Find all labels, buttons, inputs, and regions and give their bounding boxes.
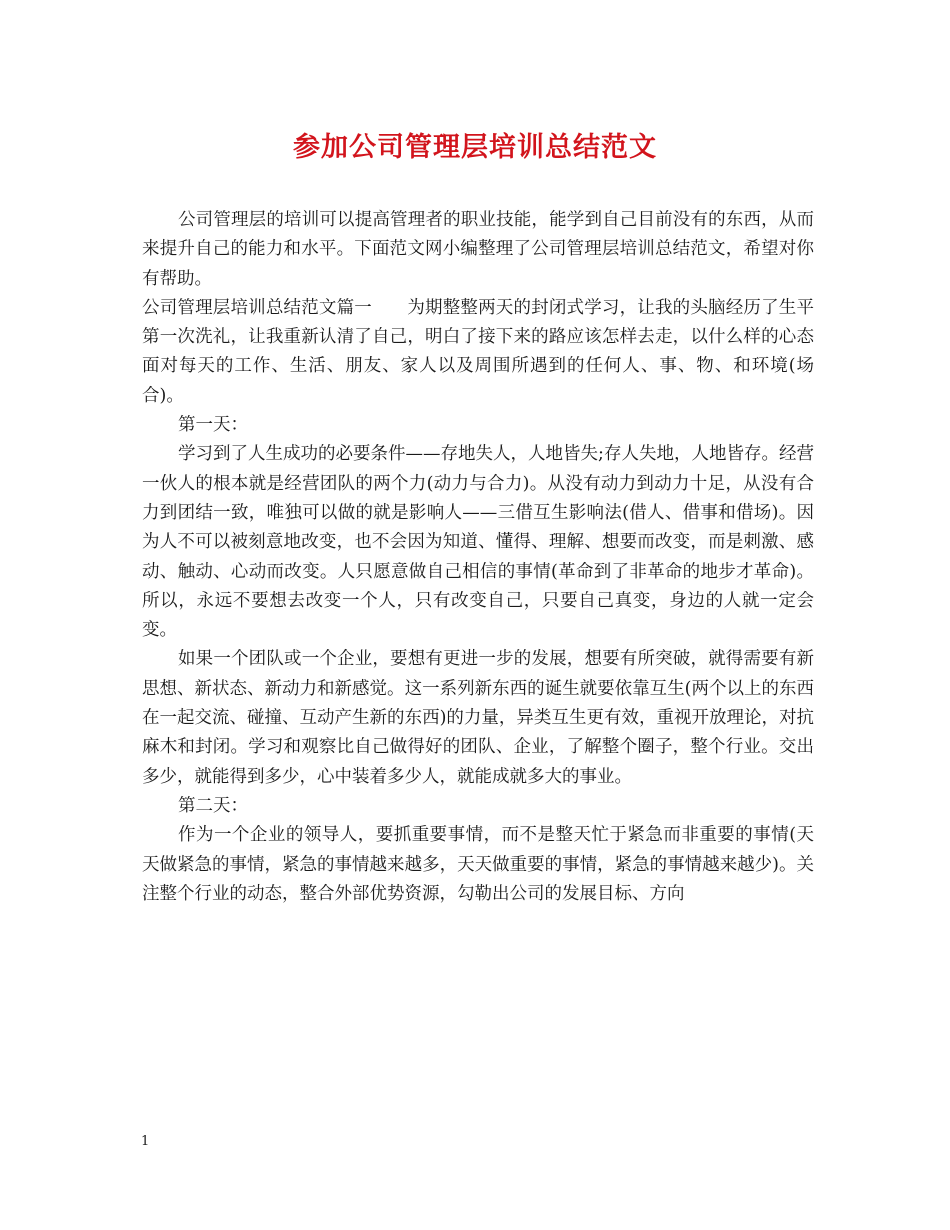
intro-paragraph: 公司管理层的培训可以提高管理者的职业技能，能学到自己目前没有的东西，从而来提升自己的能力和水平。下面范文网小编整理了公司管理层培训总结范文，希望对你有帮助。: [142, 210, 814, 289]
day-one-paragraph-2: 如果一个团队或一个企业，要想有更进一步的发展，想要有所突破，就得需要有新思想、新状态、新动力和新感觉。这一系列新东西的诞生就要依靠互生(两个以上的东西在一起交流、碰撞、互动产生新的东西)的力量，异类互生更有效，重视开放理论，对抗麻木和封闭。学习和观察比自己做得好的团队、企业，了解整个圈子，整个行业。交出多少，就能得到多少，心中装着多少人，就能成就多大的事业。: [142, 649, 814, 787]
day-one-paragraph-1: 学习到了人生成功的必要条件——存地失人，人地皆失;存人失地，人地皆存。经营一伙人的根本就是经营团队的两个力(动力与合力)。从没有动力到动力十足，从没有合力到团结一致，唯独可以做的就是影响人——三借互生影响法(借人、借事和借场)。因为人不可以被刻意地改变，也不会因为知道、懂得、理解、想要而改变，而是刺激、感动、触动、心动而改变。人只愿意做自己相信的事情(革命到了非革命的地步才革命)。所以，永远不要想去改变一个人，只有改变自己，只要自己真变，身边的人就一定会变。: [142, 444, 814, 641]
page-number: 1: [141, 1134, 150, 1149]
section-one-paragraph: 公司管理层培训总结范文篇一 为期整整两天的封闭式学习，让我的头脑经历了生平第一次洗礼，让我重新认清了自己，明白了接下来的路应该怎样去走，以什么样的心态面对每天的工作、生活、朋友、家人以及周围所遇到的任何人、事、物、和环境(场合)。: [142, 297, 814, 406]
day-two-heading: 第二天：: [178, 795, 248, 816]
day-one-heading: 第一天：: [178, 415, 248, 436]
document-title: 参加公司管理层培训总结范文: [293, 132, 657, 163]
document-body: [142, 206, 814, 909]
day-two-paragraph-1: 作为一个企业的领导人，要抓重要事情，而不是整天忙于紧急而非重要的事情(天天做紧急的事情，紧急的事情越来越多，天天做重要的事情，紧急的事情越来越少)。关注整个行业的动态，整合外部优势资源，勾勒出公司的发展目标、方向: [142, 825, 814, 904]
